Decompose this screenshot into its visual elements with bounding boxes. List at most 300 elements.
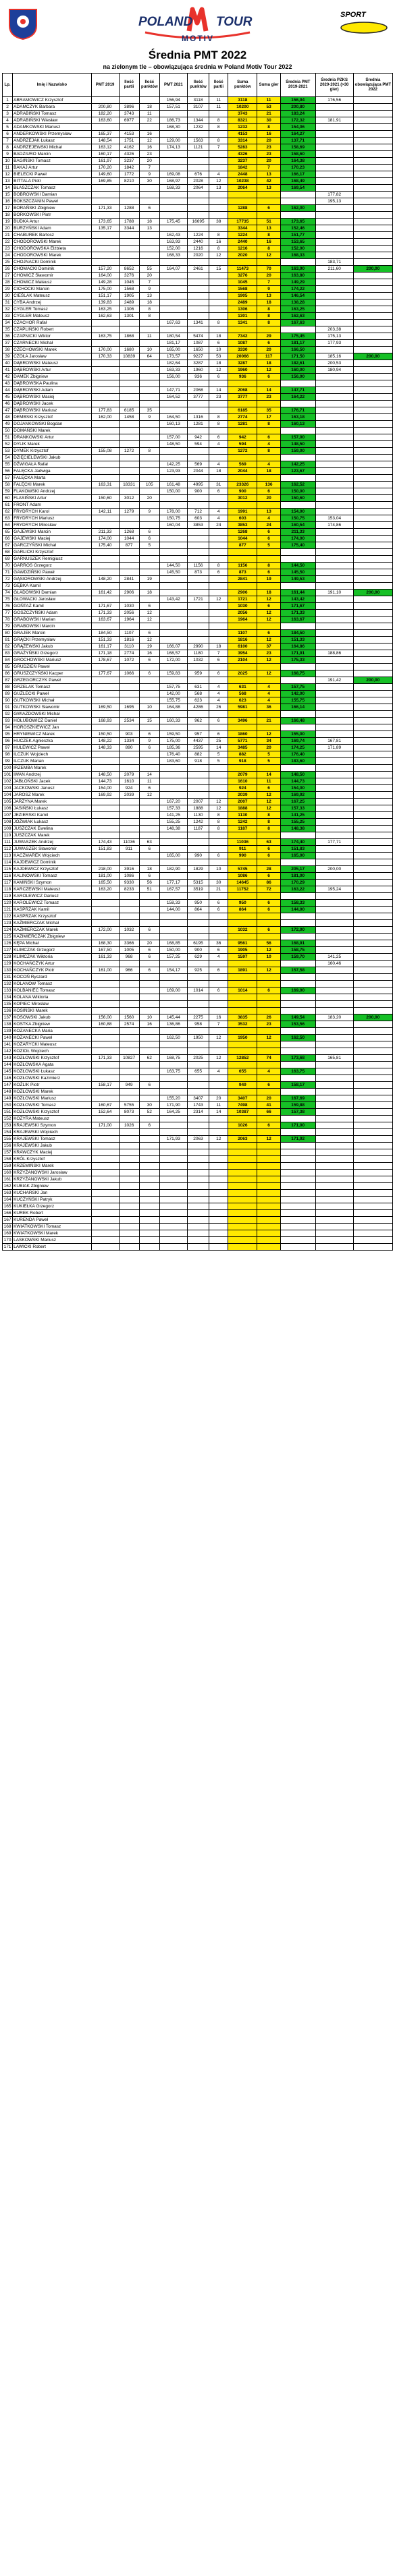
table-cell: 882 — [187, 751, 209, 758]
table-cell: 25 — [209, 738, 228, 745]
table-cell: KRZEMIŃSKI Marek — [13, 1163, 91, 1170]
table-cell: 2774 — [119, 650, 139, 657]
table-cell — [209, 832, 228, 839]
table-row — [3, 765, 393, 772]
table-row — [3, 353, 393, 360]
table-cell: 22 — [139, 117, 159, 124]
table-cell — [315, 1224, 353, 1230]
table-cell: 150,00 — [159, 947, 187, 954]
table-cell: 11 — [209, 104, 228, 111]
table-cell — [209, 778, 228, 785]
table-cell: 21 — [209, 886, 228, 893]
table-cell — [187, 630, 209, 637]
table-row — [3, 212, 393, 219]
table-cell — [257, 994, 281, 1001]
table-cell — [315, 225, 353, 232]
table-cell — [353, 643, 392, 650]
table-cell: 2039 — [228, 792, 257, 799]
table-cell: 594 — [228, 441, 257, 448]
table-cell — [187, 158, 209, 165]
table-cell — [139, 428, 159, 434]
table-cell: 151,83 — [91, 846, 119, 853]
table-cell: 156,94 — [159, 97, 187, 104]
table-cell — [187, 785, 209, 792]
table-cell: 6 — [209, 967, 228, 974]
table-cell: 65 — [3, 529, 13, 536]
table-cell — [315, 313, 353, 320]
table-cell — [139, 367, 159, 374]
table-cell: 2841 — [228, 576, 257, 583]
table-cell: DRANKOWSKI Artur — [13, 434, 91, 441]
table-cell: 12 — [209, 805, 228, 812]
table-cell — [353, 920, 392, 927]
table-cell: GĄSIOROWSKI Andrzej — [13, 576, 91, 583]
table-cell: 14 — [209, 745, 228, 751]
table-cell — [159, 165, 187, 171]
table-cell: 18 — [139, 299, 159, 306]
table-cell: 46 — [3, 401, 13, 407]
table-cell — [257, 475, 281, 482]
table-cell — [228, 1210, 257, 1217]
table-cell: 42 — [257, 178, 281, 185]
table-cell — [119, 893, 139, 900]
table-cell: 142,25 — [159, 461, 187, 468]
table-cell: 16 — [139, 144, 159, 151]
table-cell — [280, 859, 315, 866]
table-cell — [209, 1217, 228, 1224]
table-row — [3, 718, 393, 724]
table-cell: 113 — [3, 853, 13, 859]
table-cell: 1156 — [228, 563, 257, 569]
table-cell: 127 — [3, 947, 13, 954]
table-row — [3, 1028, 393, 1035]
table-cell — [139, 596, 159, 603]
table-cell: 5 — [257, 758, 281, 765]
table-row — [3, 1035, 393, 1041]
table-cell — [315, 758, 353, 765]
table-row — [3, 563, 393, 569]
table-cell: 873 — [228, 569, 257, 576]
table-row — [3, 556, 393, 563]
table-cell — [257, 974, 281, 981]
table-cell: 1680 — [119, 347, 139, 353]
table-cell — [280, 981, 315, 988]
table-cell: 569 — [228, 461, 257, 468]
table-cell: 157,33 — [159, 805, 187, 812]
table-cell — [91, 1143, 119, 1149]
table-cell — [315, 151, 353, 158]
table-cell: 16 — [257, 239, 281, 246]
table-cell: 151,33 — [280, 637, 315, 643]
table-row — [3, 219, 393, 225]
table-cell — [209, 151, 228, 158]
table-cell: 84 — [3, 657, 13, 664]
table-cell: 141,25 — [315, 954, 353, 961]
table-cell — [119, 1035, 139, 1041]
table-cell: 157,33 — [280, 805, 315, 812]
table-cell: 1026 — [228, 1122, 257, 1129]
table-cell — [187, 1183, 209, 1190]
table-row — [3, 745, 393, 751]
table-cell: 12 — [139, 610, 159, 617]
table-cell: 112 — [3, 846, 13, 853]
table-cell — [353, 1230, 392, 1237]
table-cell — [139, 380, 159, 387]
table-cell: 160,17 — [91, 151, 119, 158]
table-cell: 171,50 — [280, 353, 315, 360]
table-cell — [159, 1008, 187, 1014]
table-cell — [119, 428, 139, 434]
table-cell: 38 — [3, 347, 13, 353]
table-header-row — [3, 74, 393, 97]
table-cell — [257, 1237, 281, 1244]
table-cell: 163,75 — [280, 1068, 315, 1075]
table-cell — [119, 488, 139, 495]
table-cell — [187, 1116, 209, 1122]
table-cell: DAMEK Zbigniew — [13, 374, 91, 380]
table-cell: 4 — [209, 684, 228, 691]
table-cell: BORKOWSKI Piotr — [13, 212, 91, 219]
table-cell — [139, 583, 159, 590]
table-cell: JUWASZEK Sławomir — [13, 846, 91, 853]
table-row — [3, 488, 393, 495]
table-cell: 712 — [187, 509, 209, 515]
table-cell — [209, 1190, 228, 1197]
table-cell — [139, 1116, 159, 1122]
table-cell — [187, 1062, 209, 1068]
table-cell — [257, 1116, 281, 1122]
table-cell — [209, 313, 228, 320]
table-row — [3, 333, 393, 340]
table-cell: 5981 — [228, 704, 257, 711]
table-row — [3, 947, 393, 954]
table-cell: FALĘCKI Marek — [13, 482, 91, 488]
table-cell: 163,31 — [91, 482, 119, 488]
table-cell: 166,50 — [280, 347, 315, 353]
table-cell — [353, 448, 392, 455]
table-cell: 2025 — [187, 1055, 209, 1062]
table-cell — [187, 1244, 209, 1251]
table-cell — [159, 1210, 187, 1217]
col-header: Średnia PZKS 2020-2021 (>30 gier) — [315, 74, 353, 97]
table-cell — [280, 1163, 315, 1170]
table-cell: 1950 — [187, 1035, 209, 1041]
table-cell: 181,17 — [159, 340, 187, 347]
table-cell: 131 — [3, 974, 13, 981]
table-cell: 195,24 — [315, 886, 353, 893]
table-cell — [315, 778, 353, 785]
table-cell: 5 — [209, 751, 228, 758]
table-cell — [91, 799, 119, 805]
table-cell: HUCZEK Agnieszka — [13, 738, 91, 745]
table-cell — [91, 907, 119, 913]
table-row — [3, 225, 393, 232]
table-cell: 170,20 — [91, 165, 119, 171]
table-cell: 166,17 — [280, 171, 315, 178]
table-cell — [280, 913, 315, 920]
table-cell — [315, 232, 353, 239]
table-cell — [139, 1001, 159, 1008]
table-cell: 8 — [209, 320, 228, 326]
table-cell — [91, 583, 119, 590]
table-cell: 8 — [3, 144, 13, 151]
table-row — [3, 954, 393, 961]
table-cell: 174,86 — [315, 522, 353, 529]
table-cell — [315, 1082, 353, 1089]
table-cell: 1032 — [187, 657, 209, 664]
table-cell: 8073 — [119, 1109, 139, 1116]
table-cell: BIELECKI Paweł — [13, 171, 91, 178]
table-cell — [353, 1055, 392, 1062]
table-cell: 163,25 — [91, 306, 119, 313]
table-cell: KOPIEC Mirosław — [13, 1001, 91, 1008]
table-cell: 962 — [187, 718, 209, 724]
table-cell: 6 — [257, 785, 281, 792]
table-cell: 968 — [119, 954, 139, 961]
table-cell: 155,08 — [91, 448, 119, 455]
table-cell — [187, 1082, 209, 1089]
table-row — [3, 805, 393, 812]
table-cell: 174,43 — [91, 839, 119, 846]
table-cell — [139, 1035, 159, 1041]
table-cell: 23 — [257, 650, 281, 657]
table-cell — [353, 853, 392, 859]
table-cell: 168 — [3, 1224, 13, 1230]
table-cell — [353, 873, 392, 880]
table-cell — [353, 880, 392, 886]
table-cell: 166,07 — [159, 643, 187, 650]
table-cell: 168,91 — [280, 940, 315, 947]
table-cell — [315, 434, 353, 441]
table-cell: 1306 — [119, 306, 139, 313]
table-cell: 8 — [257, 819, 281, 826]
table-cell — [159, 934, 187, 940]
table-cell: 936 — [187, 374, 209, 380]
table-cell: 6 — [257, 853, 281, 859]
table-cell — [139, 994, 159, 1001]
table-cell — [353, 1190, 392, 1197]
table-cell — [91, 684, 119, 691]
table-cell: 11 — [139, 111, 159, 117]
table-cell: GRAŻYŃSKI Grzegorz — [13, 650, 91, 657]
table-cell: DZIĘCIELEWSKI Jakub — [13, 455, 91, 461]
table-cell — [315, 569, 353, 576]
table-cell — [139, 920, 159, 927]
table-cell — [187, 772, 209, 778]
table-cell — [119, 664, 139, 670]
table-cell: 95 — [3, 731, 13, 738]
table-cell — [353, 333, 392, 340]
table-cell: 165,50 — [91, 880, 119, 886]
table-cell: 155,75 — [280, 697, 315, 704]
table-cell: 3407 — [187, 1095, 209, 1102]
table-cell — [209, 920, 228, 927]
table-cell: 8 — [257, 306, 281, 313]
table-cell: 6 — [139, 529, 159, 536]
table-cell — [159, 455, 187, 461]
table-cell: 54 — [3, 455, 13, 461]
table-cell: 163,80 — [280, 273, 315, 279]
table-cell — [91, 192, 119, 198]
table-cell: IRZEMBA Marek — [13, 765, 91, 772]
table-cell: 40 — [3, 360, 13, 367]
table-cell: 900 — [228, 488, 257, 495]
table-cell: 3896 — [119, 104, 139, 111]
table-cell: GARCZYŃSKI Michał — [13, 542, 91, 549]
logo-word-poland: POLAND — [138, 15, 193, 29]
table-cell — [159, 536, 187, 542]
table-cell: 157,75 — [159, 684, 187, 691]
table-cell: 2068 — [228, 387, 257, 394]
table-cell: 162,63 — [91, 313, 119, 320]
table-cell — [228, 326, 257, 333]
table-cell: 1721 — [187, 596, 209, 603]
page-header — [0, 0, 395, 70]
table-cell: 2906 — [119, 590, 139, 596]
table-cell — [139, 401, 159, 407]
table-cell: JÓŹWIAK Łukasz — [13, 819, 91, 826]
table-cell: 2025 — [228, 670, 257, 677]
table-cell — [280, 1197, 315, 1203]
table-cell — [91, 1116, 119, 1122]
table-cell: 164,22 — [280, 394, 315, 401]
table-cell — [119, 1075, 139, 1082]
table-cell: 1045 — [119, 279, 139, 286]
table-cell: 171 — [3, 1244, 13, 1251]
table-cell: 4437 — [187, 738, 209, 745]
table-cell — [315, 596, 353, 603]
table-cell — [257, 1210, 281, 1217]
table-cell — [280, 1001, 315, 1008]
table-cell — [209, 1183, 228, 1190]
table-cell: GARNUSZEK Remigiusz — [13, 556, 91, 563]
table-cell: 171,33 — [280, 610, 315, 617]
table-cell — [209, 1176, 228, 1183]
table-cell: 16 — [257, 131, 281, 138]
table-cell: 173,68 — [280, 1055, 315, 1062]
table-cell: 11 — [209, 1102, 228, 1109]
table-cell: 1014 — [187, 988, 209, 994]
table-cell: 169,92 — [91, 792, 119, 799]
table-cell — [353, 596, 392, 603]
table-cell: 1044 — [228, 536, 257, 542]
table-cell — [159, 131, 187, 138]
table-cell: KUKIEŁKA Grzegorz — [13, 1203, 91, 1210]
table-cell — [91, 569, 119, 576]
table-cell: 1032 — [119, 927, 139, 934]
table-cell — [91, 623, 119, 630]
table-cell — [159, 1163, 187, 1170]
table-cell — [139, 515, 159, 522]
table-cell: DĄBROWSKI Maciej — [13, 394, 91, 401]
table-cell: 1288 — [119, 205, 139, 212]
table-cell: 8 — [209, 819, 228, 826]
table-cell: 171,33 — [91, 1055, 119, 1062]
table-cell — [159, 428, 187, 434]
table-cell — [353, 1041, 392, 1048]
table-cell — [228, 1176, 257, 1183]
table-cell — [91, 360, 119, 367]
table-cell: 76 — [3, 603, 13, 610]
table-cell: 26 — [257, 1014, 281, 1021]
table-cell: GRABOWSKI Marian — [13, 617, 91, 623]
table-cell — [187, 1122, 209, 1129]
table-cell — [353, 138, 392, 144]
table-cell — [280, 934, 315, 940]
table-cell — [139, 192, 159, 198]
table-row — [3, 657, 393, 664]
table-cell: 8 — [209, 124, 228, 131]
table-cell — [209, 1008, 228, 1014]
table-cell: 200,00 — [353, 677, 392, 684]
table-cell — [353, 839, 392, 846]
table-row — [3, 434, 393, 441]
table-cell: 1829 — [187, 866, 209, 873]
table-cell: 1 — [3, 97, 13, 104]
table-cell — [119, 192, 139, 198]
table-cell — [353, 913, 392, 920]
table-cell — [228, 974, 257, 981]
table-cell — [353, 792, 392, 799]
table-cell — [315, 1008, 353, 1014]
table-cell: 936 — [228, 374, 257, 380]
table-cell: 66 — [3, 536, 13, 542]
table-cell: CZARNECKI Michał — [13, 340, 91, 347]
table-cell — [315, 772, 353, 778]
table-cell — [187, 326, 209, 333]
table-cell: 166 — [3, 1210, 13, 1217]
table-cell: 6 — [139, 657, 159, 664]
table-row — [3, 1244, 393, 1251]
table-cell — [91, 913, 119, 920]
table-cell: 164,38 — [280, 158, 315, 165]
table-cell — [159, 1176, 187, 1183]
table-cell — [280, 326, 315, 333]
table-cell — [315, 1163, 353, 1170]
table-cell — [187, 380, 209, 387]
table-cell: 6 — [257, 1122, 281, 1129]
table-cell — [257, 1156, 281, 1163]
table-cell — [187, 617, 209, 623]
table-cell — [353, 1062, 392, 1068]
table-cell: 25 — [3, 259, 13, 266]
table-row — [3, 684, 393, 691]
table-cell: 50 — [3, 428, 13, 434]
table-cell — [187, 576, 209, 583]
table-cell — [119, 974, 139, 981]
table-cell — [119, 320, 139, 326]
table-row — [3, 1210, 393, 1217]
table-cell — [209, 205, 228, 212]
table-cell: 168,30 — [91, 940, 119, 947]
table-cell — [315, 900, 353, 907]
table-cell — [315, 293, 353, 299]
table-cell — [315, 643, 353, 650]
table-cell: 5 — [209, 758, 228, 765]
table-cell: 4 — [257, 461, 281, 468]
table-row — [3, 988, 393, 994]
table-cell — [91, 97, 119, 104]
table-cell — [353, 407, 392, 414]
table-cell: 152,00 — [280, 246, 315, 252]
table-cell: 4153 — [228, 131, 257, 138]
table-cell — [280, 556, 315, 563]
table-cell — [353, 583, 392, 590]
table-cell: 163,18 — [280, 414, 315, 421]
table-cell: 171,33 — [91, 610, 119, 617]
table-cell: 1232 — [187, 124, 209, 131]
table-cell: 1180 — [187, 650, 209, 657]
